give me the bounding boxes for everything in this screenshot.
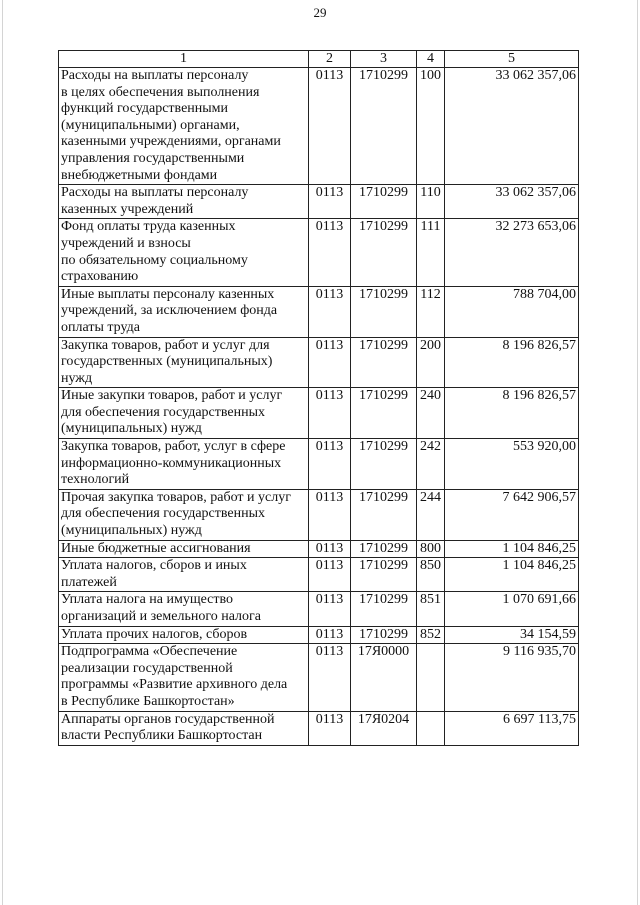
- amount-cell: 6 697 113,75: [445, 711, 579, 745]
- expense-type-cell: 852: [417, 626, 445, 644]
- header-col-1: 1: [59, 51, 309, 68]
- table-row: [59, 558, 579, 592]
- expense-name-cell: [59, 644, 309, 711]
- table-row: [59, 489, 579, 540]
- expense-name-line: Расходы на выплаты персоналу: [61, 185, 249, 201]
- expense-name-cell: [59, 439, 309, 490]
- target-article-cell: 1710299: [351, 592, 417, 626]
- expense-name-line: Расходы на выплаты персоналу: [61, 68, 249, 83]
- expense-name-line: Уплата налога на имущество: [61, 592, 234, 608]
- section-code-cell: 0113: [309, 489, 351, 540]
- expense-name-line: (муниципальных) нужд: [61, 523, 202, 539]
- expense-name-line: Аппараты органов государственной: [61, 711, 275, 727]
- expense-name-cell: [59, 626, 309, 644]
- section-code-cell: 0113: [309, 592, 351, 626]
- expense-name-line: Фонд оплаты труда казенных: [61, 219, 236, 235]
- expense-name-line: оплаты труда: [61, 319, 140, 335]
- header-row: [59, 51, 579, 68]
- target-article-cell: 1710299: [351, 540, 417, 558]
- expense-name-line: государственных (муниципальных): [61, 354, 273, 370]
- expense-name-line: программы «Развитие архивного дела: [61, 677, 288, 693]
- amount-cell: 1 104 846,25: [445, 558, 579, 592]
- amount-cell: 788 704,00: [445, 286, 579, 337]
- expense-name-line: функций государственными: [61, 101, 229, 117]
- expense-name-cell: [59, 337, 309, 388]
- expense-name-line: организаций и земельного налога: [61, 609, 261, 624]
- expense-name-line: в Республике Башкортостан»: [61, 693, 235, 709]
- expense-name-line: реализации государственной: [61, 660, 233, 676]
- expense-name-cell: [59, 489, 309, 540]
- expense-name-line: Подпрограмма «Обеспечение: [61, 644, 238, 660]
- expense-name-line: (муниципальными) органами,: [61, 117, 240, 133]
- expense-name-line: нужд: [61, 370, 93, 386]
- expense-type-cell: 800: [417, 540, 445, 558]
- section-code-cell: 0113: [309, 337, 351, 388]
- table-row: [59, 68, 579, 185]
- expense-name-line: платежей: [61, 574, 117, 590]
- expense-name-line: для обеспечения государственных: [61, 404, 265, 420]
- left-page-edge: [2, 0, 3, 905]
- table-row: [59, 626, 579, 644]
- target-article-cell: 17Я0000: [351, 644, 417, 711]
- expense-name-cell: [59, 592, 309, 626]
- expense-type-cell: 242: [417, 439, 445, 490]
- section-code-cell: 0113: [309, 644, 351, 711]
- budget-table: [58, 50, 579, 746]
- header-col-3: 3: [351, 51, 417, 68]
- expense-name-line: для обеспечения государственных: [61, 506, 265, 522]
- header-col-2: 2: [309, 51, 351, 68]
- page-number: 29: [313, 5, 327, 20]
- section-code-cell: 0113: [309, 439, 351, 490]
- expense-name-line: Уплата прочих налогов, сборов: [61, 626, 248, 642]
- expense-type-cell: 112: [417, 286, 445, 337]
- table-body: [59, 68, 579, 746]
- section-code-cell: 0113: [309, 185, 351, 219]
- expense-type-cell: 850: [417, 558, 445, 592]
- amount-cell: 8 196 826,57: [445, 388, 579, 439]
- amount-cell: 8 196 826,57: [445, 337, 579, 388]
- amount-cell: 553 920,00: [445, 439, 579, 490]
- expense-name-line: Прочая закупка товаров, работ и услуг: [61, 489, 291, 505]
- target-article-cell: 1710299: [351, 626, 417, 644]
- expense-name-line: управления государственными: [61, 150, 245, 166]
- target-article-cell: 1710299: [351, 337, 417, 388]
- section-code-cell: 0113: [309, 219, 351, 286]
- target-article-cell: 1710299: [351, 489, 417, 540]
- expense-name-cell: [59, 286, 309, 337]
- expense-name-line: Иные бюджетные ассигнования: [61, 540, 251, 556]
- expense-name-cell: [59, 540, 309, 558]
- table-header: [59, 51, 579, 68]
- expense-name-line: казенных учреждений: [61, 201, 194, 217]
- header-col-5: 5: [445, 51, 579, 68]
- target-article-cell: 1710299: [351, 558, 417, 592]
- expense-name-line: в целях обеспечения выполнения: [61, 84, 260, 100]
- target-article-cell: 1710299: [351, 68, 417, 185]
- target-article-cell: 17Я0204: [351, 711, 417, 745]
- section-code-cell: 0113: [309, 540, 351, 558]
- expense-name-line: Уплата налогов, сборов и иных: [61, 558, 247, 574]
- expense-name-line: власти Республики Башкортостан: [61, 728, 263, 744]
- section-code-cell: 0113: [309, 558, 351, 592]
- table-row: [59, 644, 579, 711]
- expense-name-line: внебюджетными фондами: [61, 167, 218, 183]
- expense-name-line: Закупка товаров, работ, услуг в сфере: [61, 439, 286, 455]
- expense-type-cell: 111: [417, 219, 445, 286]
- expense-name-line: информационно-коммуникационных: [61, 455, 282, 471]
- expense-name-line: (муниципальных) нужд: [61, 421, 202, 437]
- expense-type-cell: [417, 644, 445, 711]
- expense-type-cell: 240: [417, 388, 445, 439]
- expense-name-line: казенными учреждениями, органами: [61, 134, 281, 150]
- section-code-cell: 0113: [309, 68, 351, 185]
- expense-name-cell: [59, 711, 309, 745]
- amount-cell: 7 642 906,57: [445, 489, 579, 540]
- amount-cell: 34 154,59: [445, 626, 579, 644]
- expense-name-cell: [59, 219, 309, 286]
- table-row: [59, 540, 579, 558]
- target-article-cell: 1710299: [351, 185, 417, 219]
- table-row: [59, 337, 579, 388]
- target-article-cell: 1710299: [351, 219, 417, 286]
- expense-type-cell: 851: [417, 592, 445, 626]
- table-row: [59, 286, 579, 337]
- section-code-cell: 0113: [309, 286, 351, 337]
- table-row: [59, 592, 579, 626]
- table-row: [59, 711, 579, 745]
- amount-cell: 9 116 935,70: [445, 644, 579, 711]
- amount-cell: 33 062 357,06: [445, 68, 579, 185]
- expense-type-cell: [417, 711, 445, 745]
- section-code-cell: 0113: [309, 711, 351, 745]
- amount-cell: 1 104 846,25: [445, 540, 579, 558]
- table-row: [59, 388, 579, 439]
- expense-type-cell: 100: [417, 68, 445, 185]
- expense-name-line: Закупка товаров, работ и услуг для: [61, 337, 270, 353]
- table-row: [59, 439, 579, 490]
- expense-name-line: учреждений, за исключением фонда: [61, 303, 278, 319]
- amount-cell: 1 070 691,66: [445, 592, 579, 626]
- expense-name-line: технологий: [61, 472, 130, 488]
- header-col-4: 4: [417, 51, 445, 68]
- target-article-cell: 1710299: [351, 286, 417, 337]
- amount-cell: 32 273 653,06: [445, 219, 579, 286]
- expense-name-cell: [59, 68, 309, 185]
- expense-name-cell: [59, 388, 309, 439]
- section-code-cell: 0113: [309, 388, 351, 439]
- target-article-cell: 1710299: [351, 388, 417, 439]
- table-row: [59, 185, 579, 219]
- expense-type-cell: 244: [417, 489, 445, 540]
- expense-name-cell: [59, 558, 309, 592]
- expense-name-line: страхованию: [61, 269, 139, 285]
- expense-name-cell: [59, 185, 309, 219]
- table-row: [59, 219, 579, 286]
- expense-type-cell: 200: [417, 337, 445, 388]
- target-article-cell: 1710299: [351, 439, 417, 490]
- expense-type-cell: 110: [417, 185, 445, 219]
- right-page-edge: [637, 0, 638, 905]
- expense-name-line: Иные выплаты персоналу казенных: [61, 286, 275, 302]
- expense-name-line: по обязательному социальному: [61, 252, 248, 268]
- expense-name-line: учреждений и взносы: [61, 235, 191, 251]
- expense-name-line: Иные закупки товаров, работ и услуг: [61, 388, 283, 404]
- amount-cell: 33 062 357,06: [445, 185, 579, 219]
- section-code-cell: 0113: [309, 626, 351, 644]
